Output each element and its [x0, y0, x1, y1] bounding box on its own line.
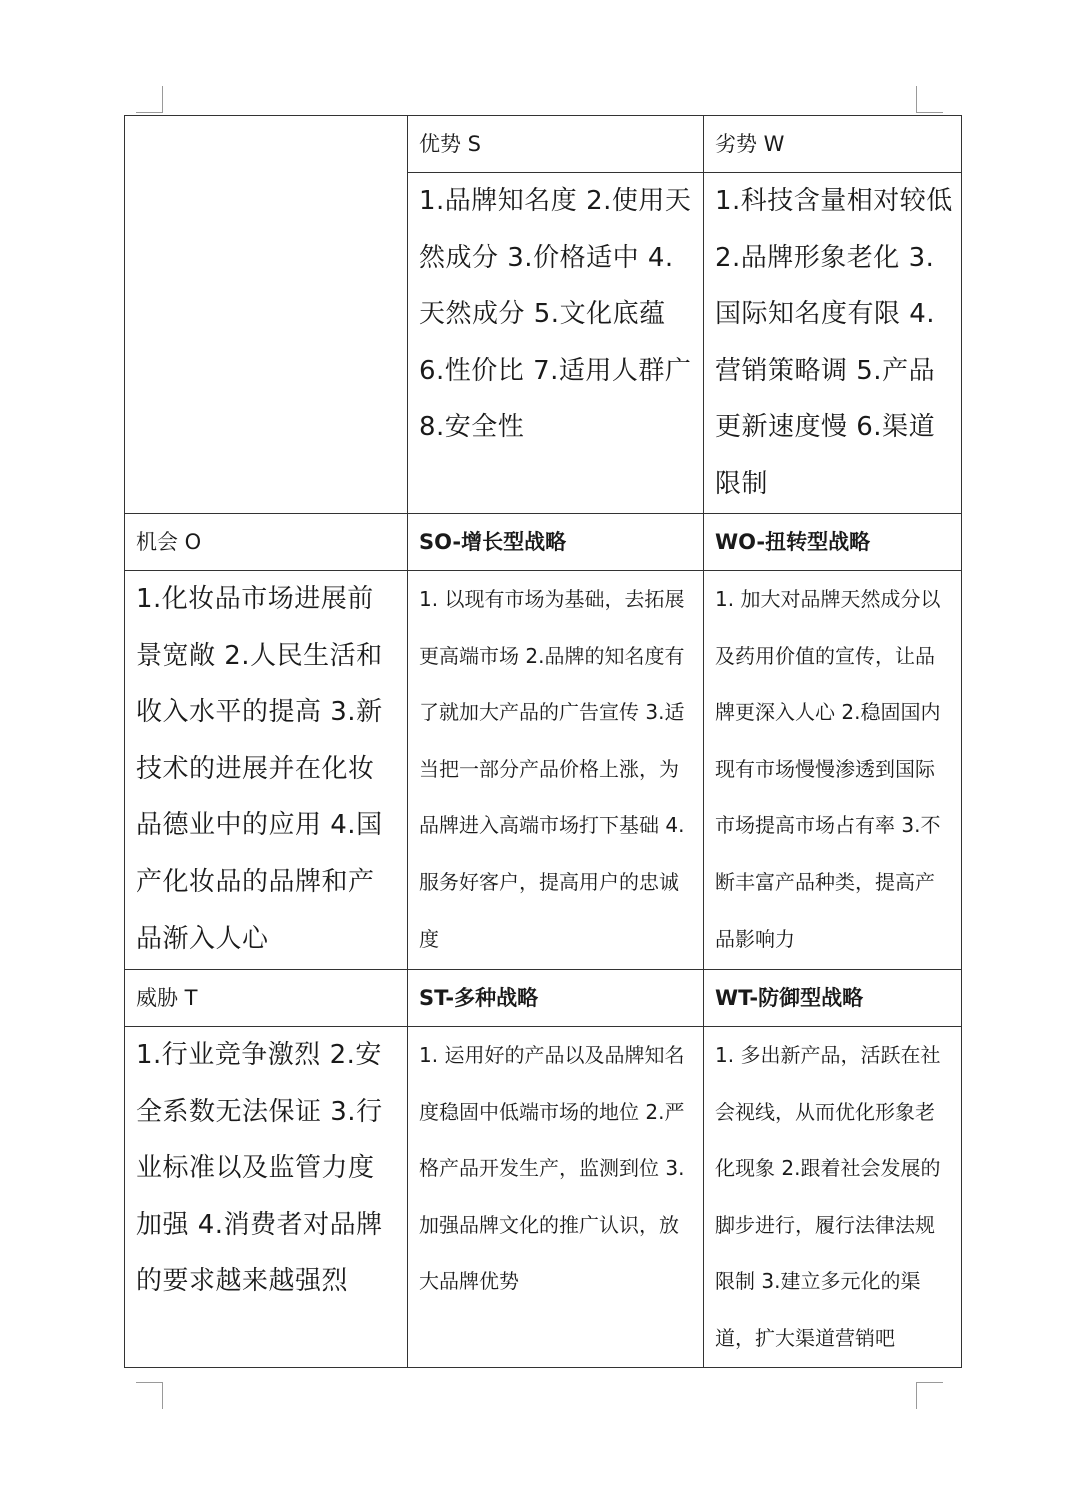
wt-strategy-cell: 1. 多出新产品，活跃在社会视线，从而优化形象老化现象 2.跟着社会发展的脚步进行，履行法律法规限制 3.建立多元化的渠道，扩大渠道营销吧	[704, 1027, 962, 1368]
wt-strategy-title: WT-防御型战略	[704, 970, 962, 1027]
table-row-threat-content	[125, 1027, 962, 1368]
crop-mark-top-left	[136, 86, 163, 113]
table-row-threat-header	[125, 970, 962, 1027]
opportunity-label: 机会 O	[125, 514, 408, 571]
table-row-header	[125, 116, 962, 173]
opportunities-cell: 1.化妆品市场进展前景宽敞 2.人民生活和收入水平的提高 3.新技术的进展并在化妆品德业中的应用 4.国产化妆品的品牌和产品渐入人心	[125, 571, 408, 970]
crop-mark-top-right	[916, 86, 943, 113]
crop-mark-bottom-right	[916, 1382, 943, 1409]
threat-label: 威胁 T	[125, 970, 408, 1027]
wo-strategy-cell: 1. 加大对品牌天然成分以及药用价值的宣传，让品牌更深入人心 2.稳固国内现有市场慢慢渗透到国际市场提高市场占有率 3.不断丰富产品种类，提高产品影响力	[704, 571, 962, 970]
strength-label: 优势 S	[408, 116, 704, 173]
so-strategy-cell: 1. 以现有市场为基础，去拓展更高端市场 2.品牌的知名度有了就加大产品的广告宣传 3.适当把一部分产品价格上涨，为品牌进入高端市场打下基础 4.服务好客户，提高用户的忠诚度	[408, 571, 704, 970]
weaknesses-cell: 1.科技含量相对较低 2.品牌形象老化 3.国际知名度有限 4.营销策略调 5.产品更新速度慢 6.渠道限制	[704, 173, 962, 514]
crop-mark-bottom-left	[136, 1382, 163, 1409]
strengths-cell: 1.品牌知名度 2.使用天然成分 3.价格适中 4.天然成分 5.文化底蕴 6.性价比 7.适用人群广 8.安全性	[408, 173, 704, 514]
table-row-opportunity-header	[125, 514, 962, 571]
swot-table	[124, 115, 962, 1368]
threats-cell: 1.行业竞争激烈 2.安全系数无法保证 3.行业标准以及监管力度加强 4.消费者对品牌的要求越来越强烈	[125, 1027, 408, 1368]
so-strategy-title: SO-增长型战略	[408, 514, 704, 571]
wo-strategy-title: WO-扭转型战略	[704, 514, 962, 571]
st-strategy-cell: 1. 运用好的产品以及品牌知名度稳固中低端市场的地位 2.严格产品开发生产，监测到位 3.加强品牌文化的推广认识，放大品牌优势	[408, 1027, 704, 1368]
table-row-opportunity-content	[125, 571, 962, 970]
weakness-label: 劣势 W	[704, 116, 962, 173]
corner-cell	[125, 116, 408, 514]
st-strategy-title: ST-多种战略	[408, 970, 704, 1027]
